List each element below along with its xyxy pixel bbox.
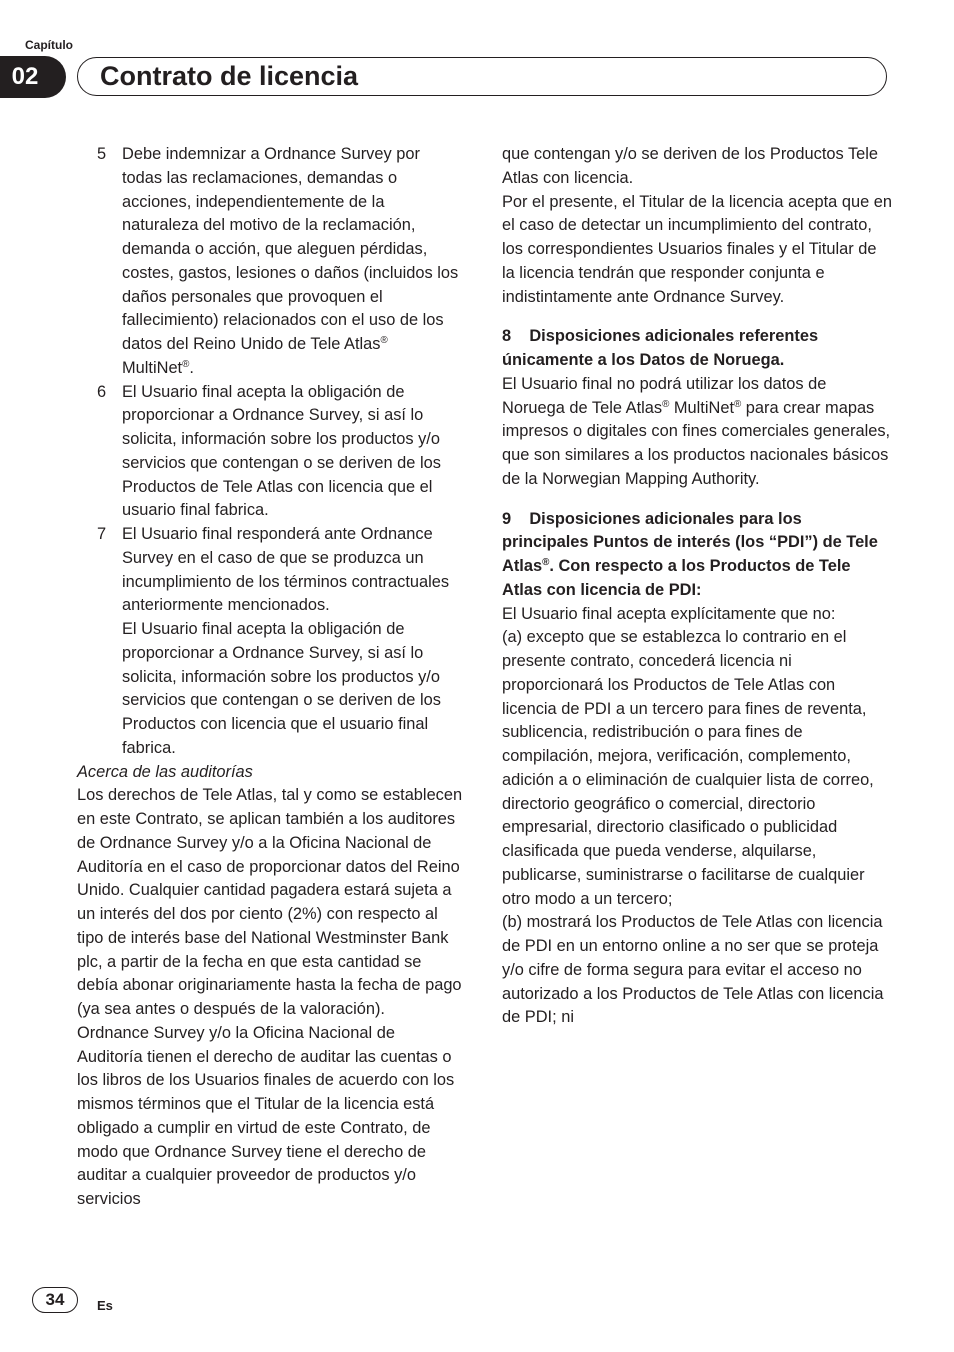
section-8-text: El Usuario final no podrá utilizar los datos de Noruega de Tele Atlas® MultiNet® para crear mapas impresos o digitales con fines comerciales generales, que son similares a los productos nacionales básicos de la Norwegian Mapping Authority. [502, 374, 891, 488]
list-item-number: 5 [97, 145, 107, 163]
language-code: Es [97, 1298, 113, 1313]
list-item-text: El Usuario final acepta la obligación de proporcionar a Ordnance Survey, si así lo solicita, información sobre los productos y/o servicios que contengan o se deriven de los Productos de Tele Atlas con licencia que el usuario final fabrica. [122, 382, 441, 520]
list-item-text: El Usuario final acepta la obligación de proporcionar a Ordnance Survey, si así lo solicita, información sobre los productos y/o servicios que contengan o se deriven de los Productos con licencia que el usuario final fabrica. [122, 620, 441, 757]
audit-paragraph-1: Los derechos de Tele Atlas, tal y como se establecen en este Contrato, se aplican también a los auditores de Ordnance Survey y/o a la Oficina Nacional de Auditoría en el caso de proporcionar datos del Reino Unido. Cualquier cantidad pagadera estará sujeta a un interés del dos por ciento (2%) con respecto al tipo de interés base del National Westminster Bank plc, a partir de la fecha en que esta cantidad se debía abonar originariamente hasta la fecha de pago (ya sea antes o después de la valoración). [77, 786, 463, 1018]
right-column [502, 143, 892, 1030]
list-item-number: 6 [97, 382, 107, 401]
registered-mark: ® [662, 398, 670, 410]
paragraph: Por el presente, el Titular de la licencia acepta que en el caso de detectar un incumplimiento del contrato, los correspondientes Usuarios finales y el Titular de la licencia tendrán que responder conjunta e indistintamente ante Ordnance Survey. [502, 192, 892, 306]
chapter-label: Capítulo [25, 38, 73, 52]
section-9-clause-b: (b) mostrará los Productos de Tele Atlas con licencia de PDI en un entorno online a no ser que se proteja y/o cifre de forma segura para evitar el acceso no autorizado a los Productos de Tele Atlas con licencia de PDI; ni [502, 913, 884, 1027]
section-9-clause-a: (a) excepto que se establezca lo contrario en el presente contrato, concederá licencia ni proporcionará los Productos de Tele Atlas con licencia de PDI a un tercero para fines de reventa, sublicencia, redistribución o para fines de compilación, mejora, verificación, complemento, adición a o eliminación de cualquier lista de correo, directorio geográfico o comercial, directorio empresarial, directorio clasificado o publicidad clasificada que pueda venderse, alquilarse, publicarse, suministrarse o facilitarse de cualquier otro modo a un tercero; [502, 628, 874, 908]
page-number: 34 [32, 1287, 78, 1313]
chapter-title-box [77, 57, 887, 96]
registered-mark: ® [542, 557, 550, 569]
list-item-number: 7 [97, 525, 107, 543]
audit-paragraph-2: Ordnance Survey y/o la Oficina Nacional de Auditoría tienen el derecho de auditar las cuentas o los libros de los Usuarios finales de acuerdo con los mismos términos que el Titular de la licencia está obligado a cumplir en virtud de este Contrato, de modo que Ordnance Survey tiene el derecho de auditar a cualquier proveedor de productos y/o servicios [77, 1023, 455, 1208]
left-column [77, 143, 464, 1212]
list-item-6 [77, 381, 464, 524]
paragraph: que contengan y/o se deriven de los Productos Tele Atlas con licencia. [502, 145, 879, 187]
audit-heading: Acerca de las auditorías [77, 762, 253, 781]
section-9-heading: 9 Disposiciones adicionales para los principales Puntos de interés (los “PDI”) de Tele Atlas®. Con respecto a los Productos de Tele Atlas con licencia de PDI: [502, 509, 882, 599]
list-item-text: Debe indemnizar a Ordnance Survey por todas las reclamaciones, demandas o acciones, independientemente de la naturaleza del motivo de la reclamación, demanda o acción, que aleguen pérdidas, costes, gastos, lesiones o daños (incluidos los daños personales que provoquen el fallecimiento) relacionados con el uso de los datos del Reino Unido de Tele Atlas® MultiNet®. [122, 145, 459, 377]
chapter-number: 02 [0, 56, 66, 98]
section-9-intro: El Usuario final acepta explícitamente que no: [502, 604, 836, 623]
registered-mark: ® [734, 398, 742, 410]
page-title: Contrato de licencia [100, 61, 359, 91]
registered-mark: ® [380, 335, 388, 347]
section-8-heading: 8 Disposiciones adicionales referentes únicamente a los Datos de Noruega. [502, 327, 823, 369]
registered-mark: ® [182, 358, 190, 370]
list-item-5 [77, 143, 464, 381]
list-item-text: El Usuario final responderá ante Ordnance Survey en el caso de que se produzca un incumplimiento de los términos contractuales anteriormente mencionados. [122, 525, 450, 615]
list-item-7 [77, 523, 464, 761]
